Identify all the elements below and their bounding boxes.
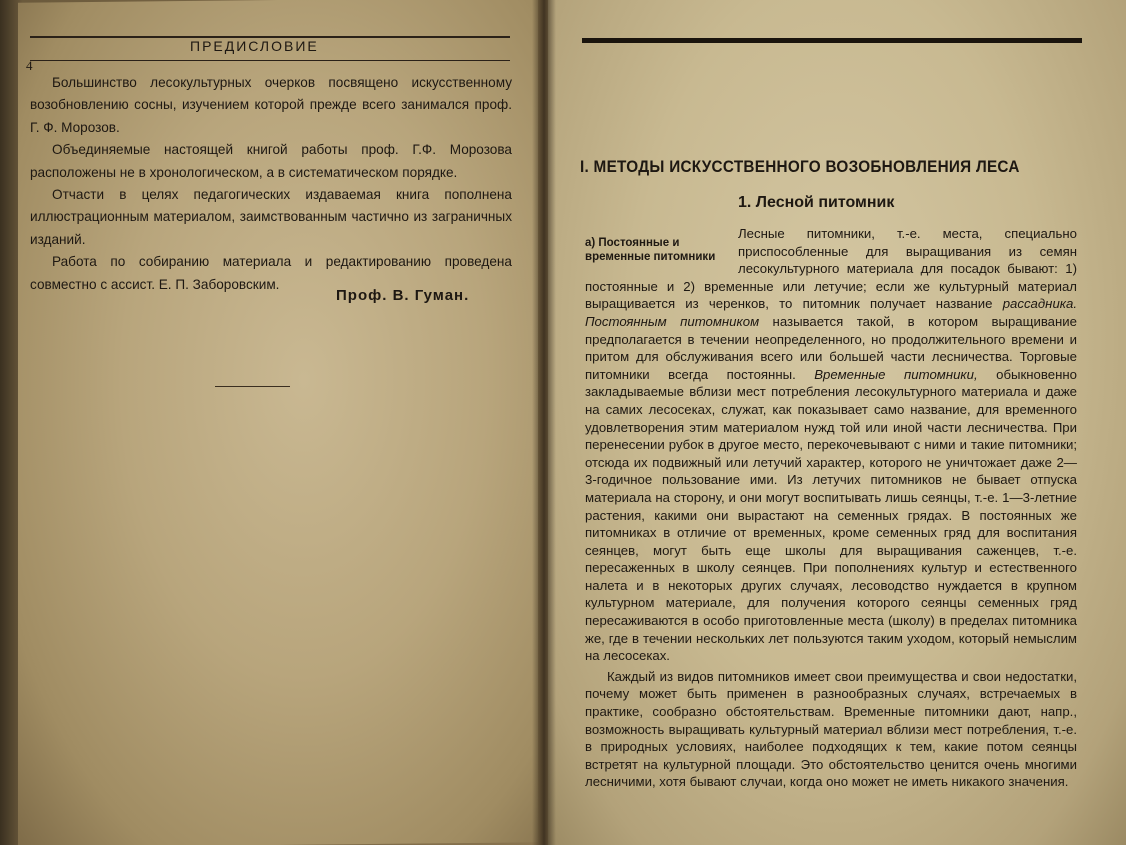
side-heading: а) Постоянные и временные питомники (585, 237, 716, 263)
body-text-run: называется такой, в котором выращивание предполагается в течении неопределенного, но продолжительного времени и притом для обслуживания всего или большей части лесничества. Торговые питомники всегда постоянны. (585, 313, 1077, 382)
body-text-run: Лесные питомники, т.-е. места, специально приспособленные для выращивания из семян лесокультурного материала для посадок бывают: 1) постоянные и 2) временные или летучие; если же культурный материал выращивается из черенков, то питомник получает название (585, 226, 1077, 312)
book-gutter (532, 0, 556, 845)
header-rule-lower (30, 60, 510, 61)
italic-term: Временные питомники, (814, 366, 978, 382)
italic-term: рассадника. Постоянным питомником (585, 296, 1077, 329)
preface-paragraph: Объединяемые настоящей книгой работы проф. Г.Ф. Морозова расположены не в хронологическом, а в систематическом порядке. (30, 142, 512, 180)
section-separator (215, 386, 290, 387)
body-paragraph: Каждый из видов питомников имеет свои преимущества и свои недостатки, почему может быть применен в разнообразных случаях, встречаемых в практике, сообразно обстоятельствам. Временные питомники дают, напр., возможность выращивать культурный материал вблизи мест потребления, т.-е. в природных условиях, наиболее подходящих к тем, какие потом сеянцы встретят на культурной площади. Это обстоятельство ценится очень многими лесничими, хотя бывают случаи, когда оно может не иметь никакого значения. (585, 668, 1077, 790)
body-text (585, 225, 1077, 791)
top-rule (582, 38, 1082, 43)
preface-paragraph: Большинство лесокультурных очерков посвящено искусственному возобновлению сосны, изучением которой прежде всего занимался проф. Г. Ф. Морозов. (30, 75, 512, 135)
page-header-title: ПРЕДИСЛОВИЕ (190, 38, 319, 54)
chapter-title: I. МЕТОДЫ ИСКУССТВЕННОГО ВОЗОБНОВЛЕНИЯ ЛЕСА (580, 157, 1020, 176)
section-title: 1. Лесной питомник (738, 194, 895, 211)
preface-text (30, 72, 512, 296)
body-text-run: обыкновенно закладываемые вблизи мест потребления лесокультурного материала и даже на самих лесосеках, служат, как показывает само название, для временного удовлетворения этим материалом нужд той или иной части лесничества. При перенесении рубок в другое место, перекочевывают с ними и такие питомники; отсюда их подвижный или летучий характер, которого не уничтожает даже 2—3-годичное пользование ими. Из летучих питомников не бывает отпуска материала на сторону, и они могут воспитывать лишь сеянцы, т.-е. 1—3-летние растения, какими они вырастают на семенных грядах. В постоянных же питомниках в отличие от временных, кроме семенных гряд для воспитания сеянцев, могут быть еще школы для выращивания саженцев, т.-е. пересаженных в школу сеянцев. При пополнениях культур и естественного налета и в некоторых других случаях, лесоводство нуждается в крупном культурном материале, для получения которого сеянцы семенных гряд пересаживаются в особо приготовленные места (школу) в пределах питомника же, где в течении нескольких лет пользуются таким уходом, который немыслим на лесосеках. (585, 366, 1077, 664)
page-number: 4 (26, 58, 33, 73)
body-paragraph (585, 225, 1077, 665)
preface-paragraph: Отчасти в целях педагогических издаваемая книга пополнена иллюстрационным материалом, заимствованным частично из заграничных изданий. (30, 187, 512, 247)
preface-paragraph: Работа по собиранию материала и редактированию проведена совместно с ассист. Е. П. Заборовским. (30, 254, 512, 292)
author-signature: Проф. В. Гуман. (336, 287, 470, 304)
